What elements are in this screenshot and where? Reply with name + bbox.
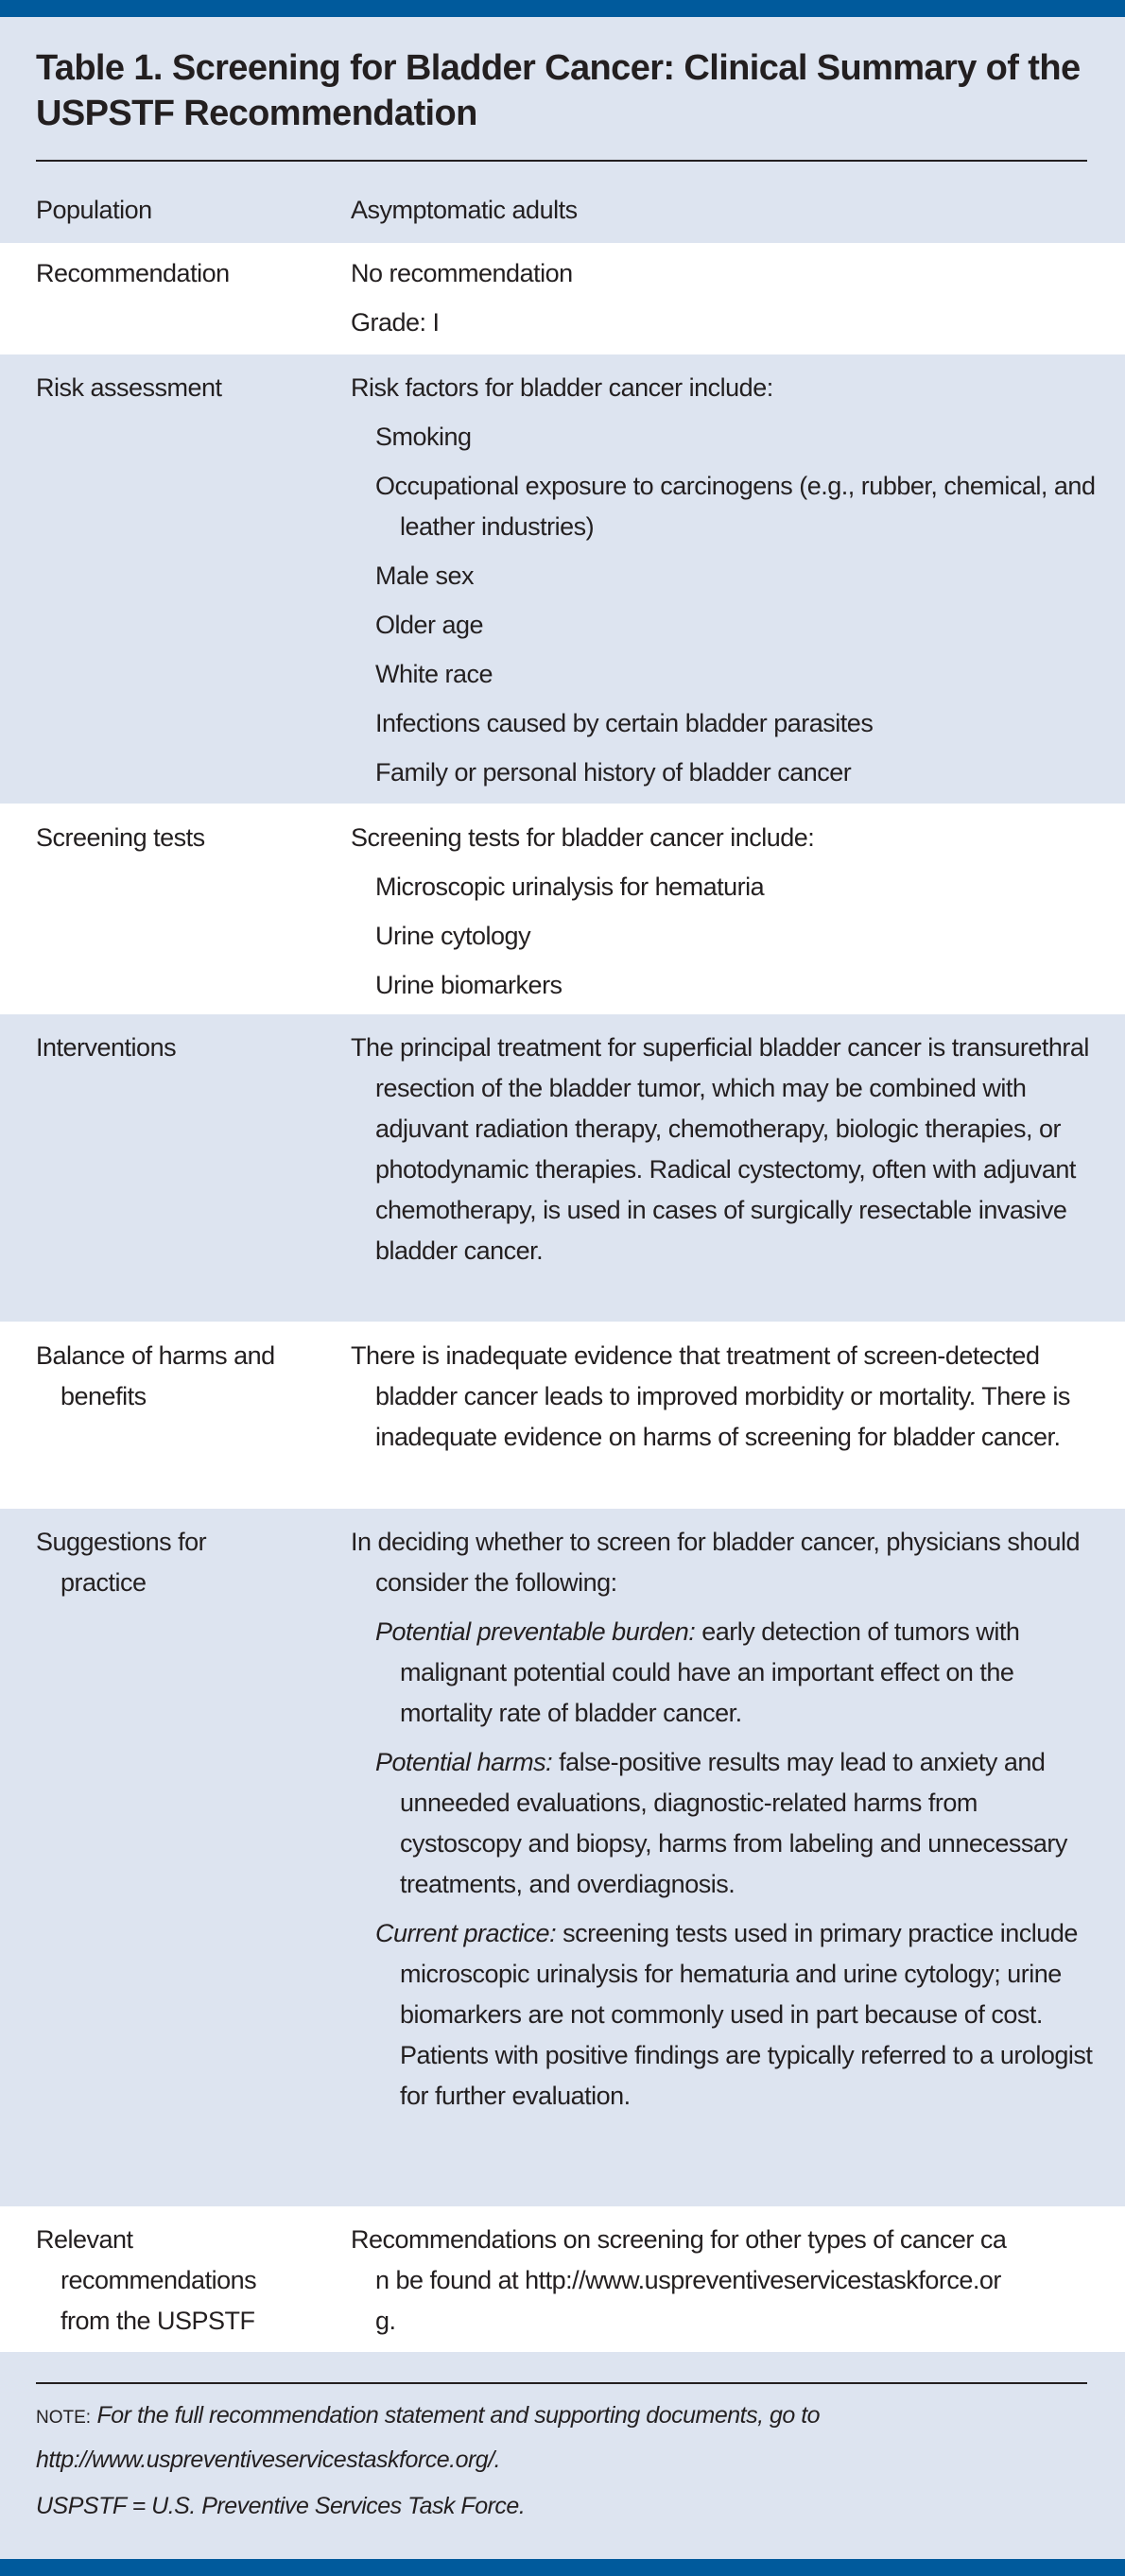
table-title: Table 1. Screening for Bladder Cancer: Clinical Summary of the USPSTF Recommendation [36, 48, 1081, 133]
risk-item: Infections caused by certain bladder parasites [375, 709, 874, 737]
note-text: For the full recommendation statement and supporting documents, go to http://www.uspreventiveservicestaskforce.org/. [36, 2402, 821, 2473]
balance-text: There is inadequate evidence that treatment of screen-detected bladder cancer leads to improved morbidity or mortality. There is inadequate evidence on harms of screening for bladder cancer. [351, 1341, 1070, 1451]
balance-label: Balance of harms and benefits [36, 1341, 275, 1410]
row-label-population: Population [36, 196, 152, 224]
row-label-suggestions [36, 1522, 253, 1603]
row-label-risk: Risk assessment [36, 373, 222, 402]
row-label-relevant [36, 2220, 320, 2342]
row-value-balance [351, 1336, 1098, 1458]
screening-intro: Screening tests for bladder cancer include: [351, 823, 815, 852]
row-value-screening [351, 818, 1098, 1010]
interventions-text: The principal treatment for superficial bladder cancer is transurethral resection of the bladder tumor, which may be combined with adjuvant radiation therapy, chemotherapy, biologic therapies, or photodynamic therapies. Radical cystectomy, often with adjuvant chemotherapy, is used in cases of surgically resectable invasive bladder cancer. [351, 1033, 1089, 1265]
risk-item: Occupational exposure to carcinogens (e.g., rubber, chemical, and leather industries) [375, 472, 1096, 541]
suggestion-text: false-positive results may lead to anxiety and unneeded evaluations, diagnostic-related harms from cystoscopy and biopsy, harms from labeling and unnecessary treatments, and overdiagnosis. [400, 1748, 1067, 1898]
suggestion-term: Current practice: [375, 1919, 557, 1947]
row-value-suggestions [351, 1522, 1098, 2117]
risk-intro: Risk factors for bladder cancer include: [351, 373, 773, 402]
grade-text: Grade: I [351, 308, 440, 337]
footer-abbreviation [36, 2485, 1090, 2527]
footer-rule [36, 2382, 1087, 2384]
suggestion-text: screening tests used in primary practice include microscopic urinalysis for hematuria and urine cytology; urine biomarkers are not commonly used in part because of cost. Patients with positive findings are typically referred to a urologist for further evaluation. [400, 1919, 1093, 2110]
screening-item: Urine biomarkers [375, 971, 562, 999]
footer-note [36, 2394, 1090, 2481]
row-label-interventions: Interventions [36, 1033, 177, 1062]
row-label-balance [36, 1336, 320, 1417]
row-value-relevant [351, 2220, 1012, 2342]
abbreviation-text: USPSTF = U.S. Preventive Services Task Force. [36, 2493, 526, 2519]
note-label: NOTE: [36, 2408, 92, 2428]
row-value-population: Asymptomatic adults [351, 196, 578, 224]
suggestion-text: early detection of tumors with malignant potential could have an important effect on the mortality rate of bladder cancer. [400, 1617, 1020, 1727]
row-value-risk [351, 368, 1098, 797]
recommendation-text: No recommendation [351, 259, 573, 287]
suggestions-intro: In deciding whether to screen for bladder cancer, physicians should consider the following: [351, 1528, 1080, 1597]
row-label-recommendation: Recommendation [36, 259, 230, 287]
suggestions-label: Suggestions for practice [36, 1528, 207, 1597]
suggestion-item [351, 1742, 1098, 1905]
risk-item: White race [375, 660, 493, 688]
row-label-screening: Screening tests [36, 823, 205, 852]
row-value-recommendation [351, 253, 1098, 343]
suggestion-term: Potential preventable burden: [375, 1617, 696, 1646]
relevant-text: Recommendations on screening for other types of cancer can be found at http://www.uspreventiveservicestaskforce.org. [351, 2225, 1007, 2335]
suggestion-item [351, 1913, 1098, 2117]
risk-item: Family or personal history of bladder cancer [375, 758, 852, 787]
risk-item: Older age [375, 611, 484, 639]
relevant-label: Relevant recommendations from the USPSTF [36, 2225, 257, 2335]
suggestion-item [351, 1612, 1098, 1734]
suggestion-term: Potential harms: [375, 1748, 553, 1776]
screening-item: Microscopic urinalysis for hematuria [375, 873, 765, 901]
row-value-interventions [351, 1028, 1098, 1271]
header-rule [36, 160, 1087, 162]
risk-item: Smoking [375, 423, 472, 451]
risk-item: Male sex [375, 562, 475, 590]
screening-item: Urine cytology [375, 922, 531, 950]
bottom-accent-bar [0, 2559, 1125, 2576]
top-accent-bar [0, 0, 1125, 17]
